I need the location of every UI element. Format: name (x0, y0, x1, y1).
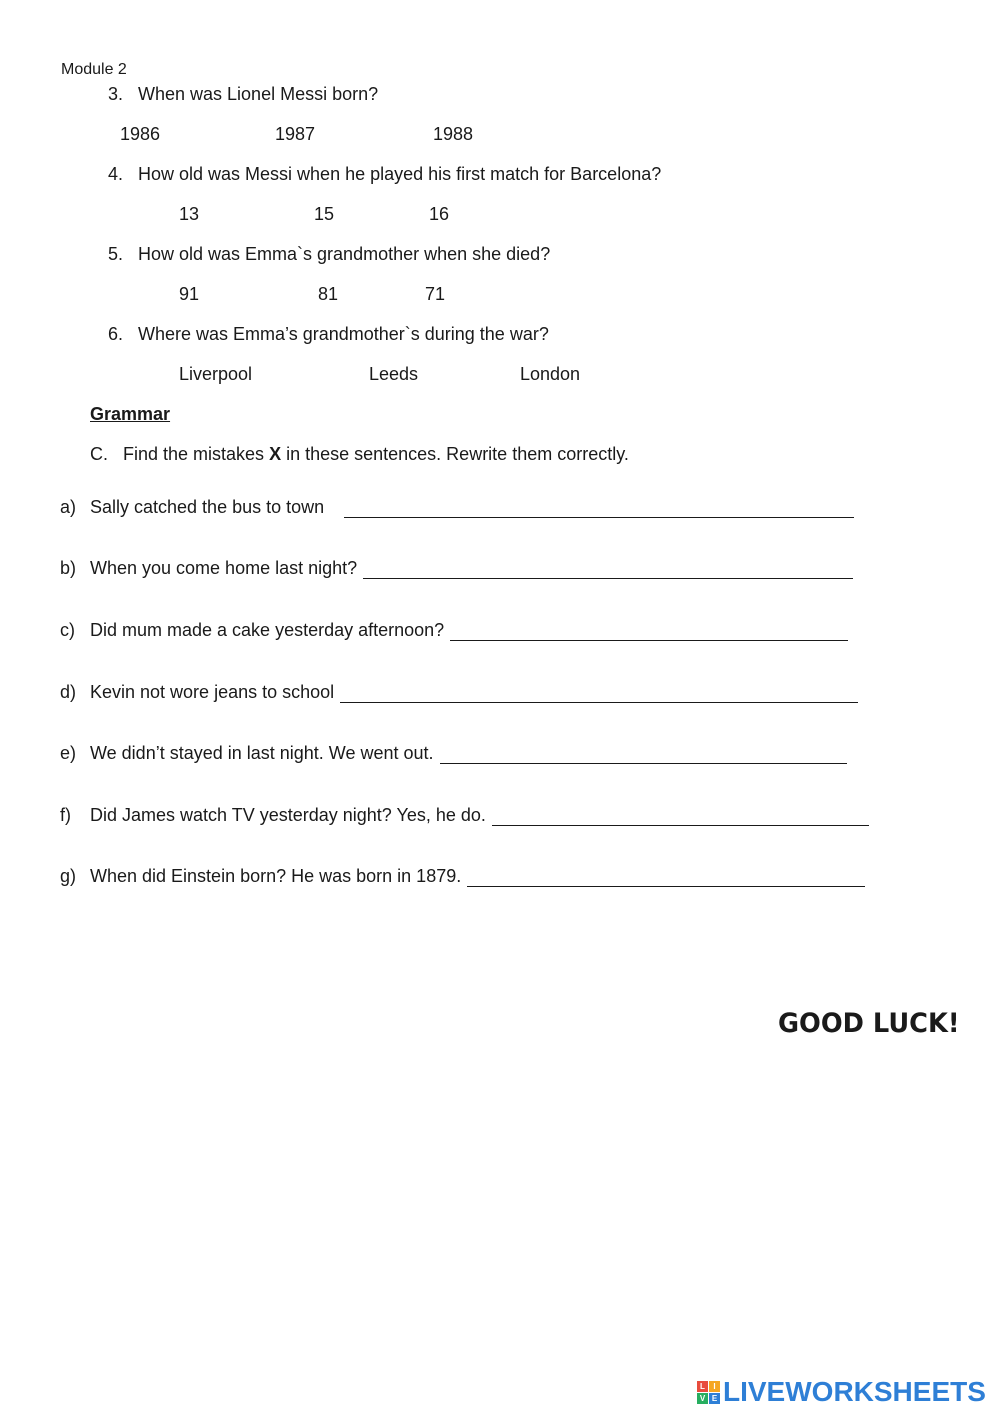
instruction-suffix: in these sentences. Rewrite them correctly. (281, 444, 629, 464)
logo-text: LIVEWORKSHEETS (723, 1376, 986, 1407)
logo-block-v: V (697, 1393, 708, 1404)
question-number: 5. (108, 244, 124, 264)
option-liverpool[interactable]: Liverpool (179, 364, 253, 384)
question-text: How old was Messi when he played his first match for Barcelona? (138, 164, 662, 184)
answer-line-a[interactable] (344, 499, 854, 518)
logo-block-l: L (697, 1381, 708, 1392)
item-letter: d) (60, 682, 77, 702)
question-number: 6. (108, 324, 124, 344)
item-sentence: When did Einstein born? He was born in 1879. (90, 866, 462, 886)
logo-block-i: I (709, 1381, 720, 1392)
module-header: Module 2 (61, 61, 127, 78)
item-letter: c) (60, 620, 75, 640)
grammar-instruction (90, 444, 629, 465)
grammar-item-c (60, 620, 848, 641)
item-letter: b) (60, 558, 77, 578)
item-letter: a) (60, 497, 77, 517)
item-letter: g) (60, 866, 77, 886)
option-london[interactable]: London (520, 364, 581, 384)
option-1988[interactable]: 1988 (433, 124, 474, 144)
item-letter: e) (60, 743, 77, 763)
option-71[interactable]: 71 (425, 284, 446, 304)
question-5 (108, 244, 550, 265)
answer-line-e[interactable] (440, 745, 847, 764)
option-1987[interactable]: 1987 (275, 124, 316, 144)
grammar-item-a (60, 497, 854, 518)
good-luck-text: GOOD LUCK! (778, 1008, 960, 1039)
option-15[interactable]: 15 (314, 204, 335, 224)
grammar-item-f (60, 805, 869, 826)
item-sentence: Did James watch TV yesterday night? Yes, he do. (90, 805, 486, 825)
grammar-item-e (60, 743, 847, 764)
question-3 (108, 84, 378, 105)
option-91[interactable]: 91 (179, 284, 200, 304)
question-text: When was Lionel Messi born? (138, 84, 379, 104)
question-text: Where was Emma’s grandmother`s during the war? (138, 324, 549, 344)
option-1986[interactable]: 1986 (120, 124, 161, 144)
item-sentence: When you come home last night? (90, 558, 358, 578)
item-sentence: Sally catched the bus to town (90, 497, 325, 517)
answer-line-d[interactable] (340, 684, 858, 703)
grammar-item-d (60, 682, 858, 703)
item-sentence: Did mum made a cake yesterday afternoon? (90, 620, 445, 640)
question-number: 3. (108, 84, 124, 104)
item-sentence: We didn’t stayed in last night. We went out. (90, 743, 434, 763)
option-81[interactable]: 81 (318, 284, 339, 304)
item-sentence: Kevin not wore jeans to school (90, 682, 335, 702)
question-6 (108, 324, 549, 345)
question-number: 4. (108, 164, 124, 184)
option-13[interactable]: 13 (179, 204, 200, 224)
grammar-item-g (60, 866, 865, 887)
question-text: How old was Emma`s grandmother when she died? (138, 244, 551, 264)
mistake-mark: X (269, 444, 282, 464)
answer-line-f[interactable] (492, 807, 869, 826)
grammar-item-b (60, 558, 853, 579)
answer-line-c[interactable] (450, 622, 848, 641)
logo-icon (697, 1381, 720, 1404)
answer-line-g[interactable] (467, 868, 865, 887)
item-letter: f) (60, 805, 71, 825)
instruction-prefix: C. Find the mistakes (90, 444, 270, 464)
question-4 (108, 164, 661, 185)
answer-line-b[interactable] (363, 560, 853, 579)
logo-block-e: E (709, 1393, 720, 1404)
option-leeds[interactable]: Leeds (369, 364, 419, 384)
option-16[interactable]: 16 (429, 204, 450, 224)
section-heading-grammar: Grammar (90, 404, 171, 424)
liveworksheets-logo[interactable] (697, 1376, 986, 1408)
